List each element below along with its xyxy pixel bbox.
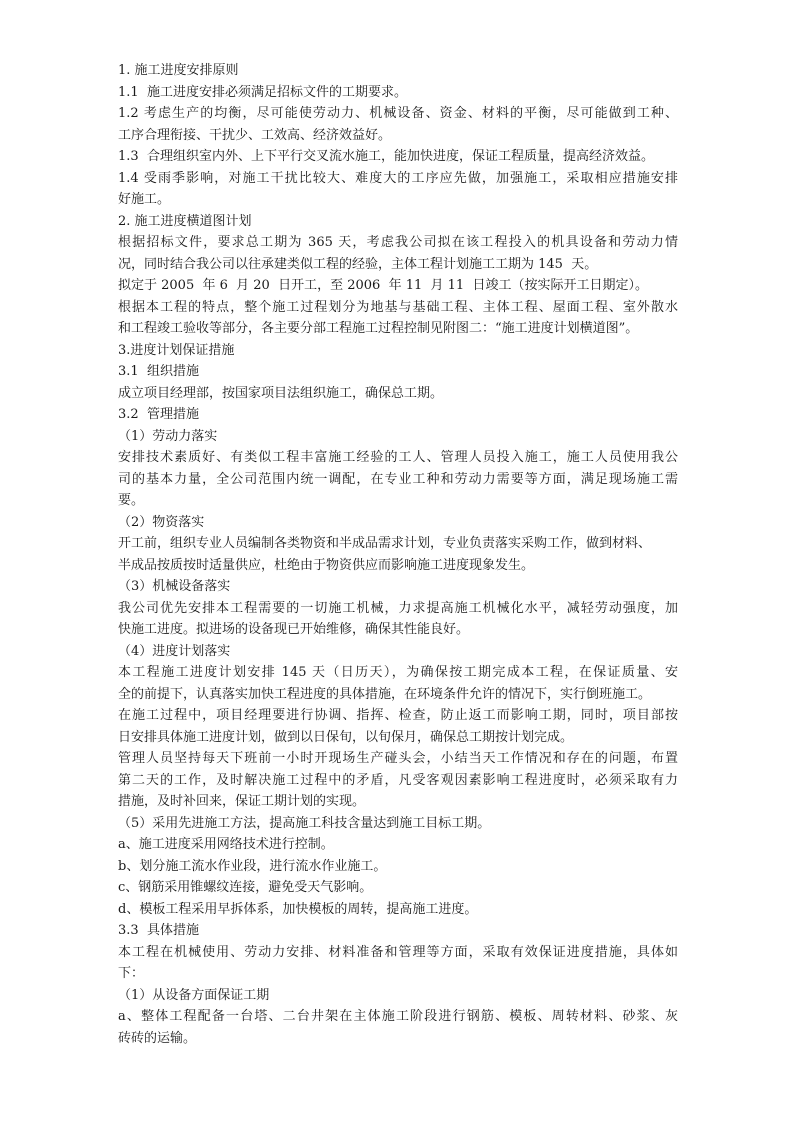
text-line: 安排技术素质好、有类似工程丰富施工经验的工人、管理人员投入施工，施工人员使用我公 <box>118 450 678 465</box>
text-line: 工序合理衔接、干扰少、工效高、经济效益好。 <box>118 127 392 143</box>
text-line: 日安排具体施工进度计划，做到以日保旬，以旬保月，确保总工期按计划完成。 <box>118 729 574 745</box>
text-line: 砖砖的运输。 <box>118 1030 197 1046</box>
list-item: c、钢筋采用锥螺纹连接，避免受天气影响。 <box>118 880 373 895</box>
text-line: 好施工。 <box>118 192 171 207</box>
list-heading: （2）物资落实 <box>118 514 205 530</box>
text-line: 和工程竣工验收等部分，各主要分部工程施工过程控制见附图二：“施工进度计划横道图”。 <box>118 321 639 336</box>
text-line: 开工前，组织专业人员编制各类物资和半成品需求计划，专业负责落实采购工作，做到材料、 <box>118 536 652 551</box>
text-line: 在施工过程中，项目经理要进行协调、指挥、检查，防止返工而影响工期，同时，项目部按 <box>118 708 678 723</box>
text-line: 第二天的工作，及时解决施工过程中的矛盾，凡受客观因素影响工程进度时，必须采取有力 <box>118 772 678 788</box>
subheading: 3.1 组织措施 <box>118 364 199 379</box>
list-item: a、整体工程配备一台塔、二台井架在主体施工阶段进行钢筋、模板、周转材料、砂浆、灰 <box>118 1009 678 1024</box>
heading-3: 3.进度计划保证措施 <box>118 342 235 358</box>
text-line: 司的基本力量，全公司范围内统一调配，在专业工种和劳动力需要等方面，满足现场施工需 <box>118 471 678 487</box>
text-line: 快施工进度。拟进场的设备现已开始维修，确保其性能良好。 <box>118 622 470 637</box>
text-line: 根据本工程的特点，整个施工过程划分为地基与基础工程、主体工程、屋面工程、室外散水 <box>118 299 678 315</box>
document-page <box>118 60 678 1049</box>
text-line: 管理人员坚持每天下班前一小时开现场生产碰头会，小结当天工作情况和存在的问题，布置 <box>118 751 678 766</box>
list-heading: （3）机械设备落实 <box>118 579 231 594</box>
list-heading: （4）进度计划落实 <box>118 643 231 659</box>
text-line: 成立项目经理部，按国家项目法组织施工，确保总工期。 <box>118 385 444 401</box>
text-line: 我公司优先安排本工程需要的一切施工机械，力求提高施工机械化水平，减轻劳动强度，加 <box>118 600 678 616</box>
text-line: 况，同时结合我公司以往承建类似工程的经验，主体工程计划施工工期为 145 天。 <box>118 256 598 272</box>
list-heading: （1）劳动力落实 <box>118 428 218 444</box>
text-line: 本工程在机械使用、劳动力安排、材料准备和管理等方面，采取有效保证进度措施，具体如 <box>118 944 678 960</box>
text-line: 要。 <box>118 493 145 508</box>
text-line: 1.4 受雨季影响，对施工干扰比较大、难度大的工序应先做，加强施工，采取相应措施安排 <box>118 170 678 186</box>
text-line: 半成品按质按时适量供应，杜绝由于物资供应而影响施工进度现象发生。 <box>118 557 535 573</box>
list-item: b、划分施工流水作业段，进行流水作业施工。 <box>118 858 387 874</box>
text-line: 拟定于 2005 年 6 月 20 日开工，至 2006 年 11 月 11 日竣工（按实际开工日期定）。 <box>118 278 648 293</box>
subheading: 3.3 具体措施 <box>118 923 199 938</box>
heading-1: 1. 施工进度安排原则 <box>118 63 239 78</box>
text-line: 1.2 考虑生产的均衡，尽可能使劳动力、机械设备、资金、材料的平衡，尽可能做到工种、 <box>118 106 678 121</box>
list-heading: （1）从设备方面保证工期 <box>118 987 270 1003</box>
list-item: d、模板工程采用早拆体系，加快模板的周转，提高施工进度。 <box>118 901 478 917</box>
heading-2: 2. 施工进度横道图计划 <box>118 213 252 229</box>
text-line: 1.1 施工进度安排必须满足招标文件的工期要求。 <box>118 84 407 100</box>
subheading: 3.2 管理措施 <box>118 407 199 422</box>
text-line: 本工程施工进度计划安排 145 天（日历天），为确保按工期完成本工程，在保证质量、安 <box>118 665 678 680</box>
text-line: 根据招标文件，要求总工期为 365 天，考虑我公司拟在该工程投入的机具设备和劳动力情 <box>118 235 678 250</box>
list-heading: （5）采用先进施工方法，提高施工科技含量达到施工目标工期。 <box>118 815 491 831</box>
text-line: 1.3 合理组织室内外、上下平行交叉流水施工，能加快进度，保证工程质量，提高经济效益。 <box>118 149 654 164</box>
list-item: a、施工进度采用网络技术进行控制。 <box>118 837 334 852</box>
text-line: 全的前提下，认真落实加快工程进度的具体措施，在环境条件允许的情况下，实行倒班施工。 <box>118 686 652 702</box>
text-line: 下： <box>118 966 145 981</box>
text-line: 措施，及时补回来，保证工期计划的实现。 <box>118 794 366 809</box>
